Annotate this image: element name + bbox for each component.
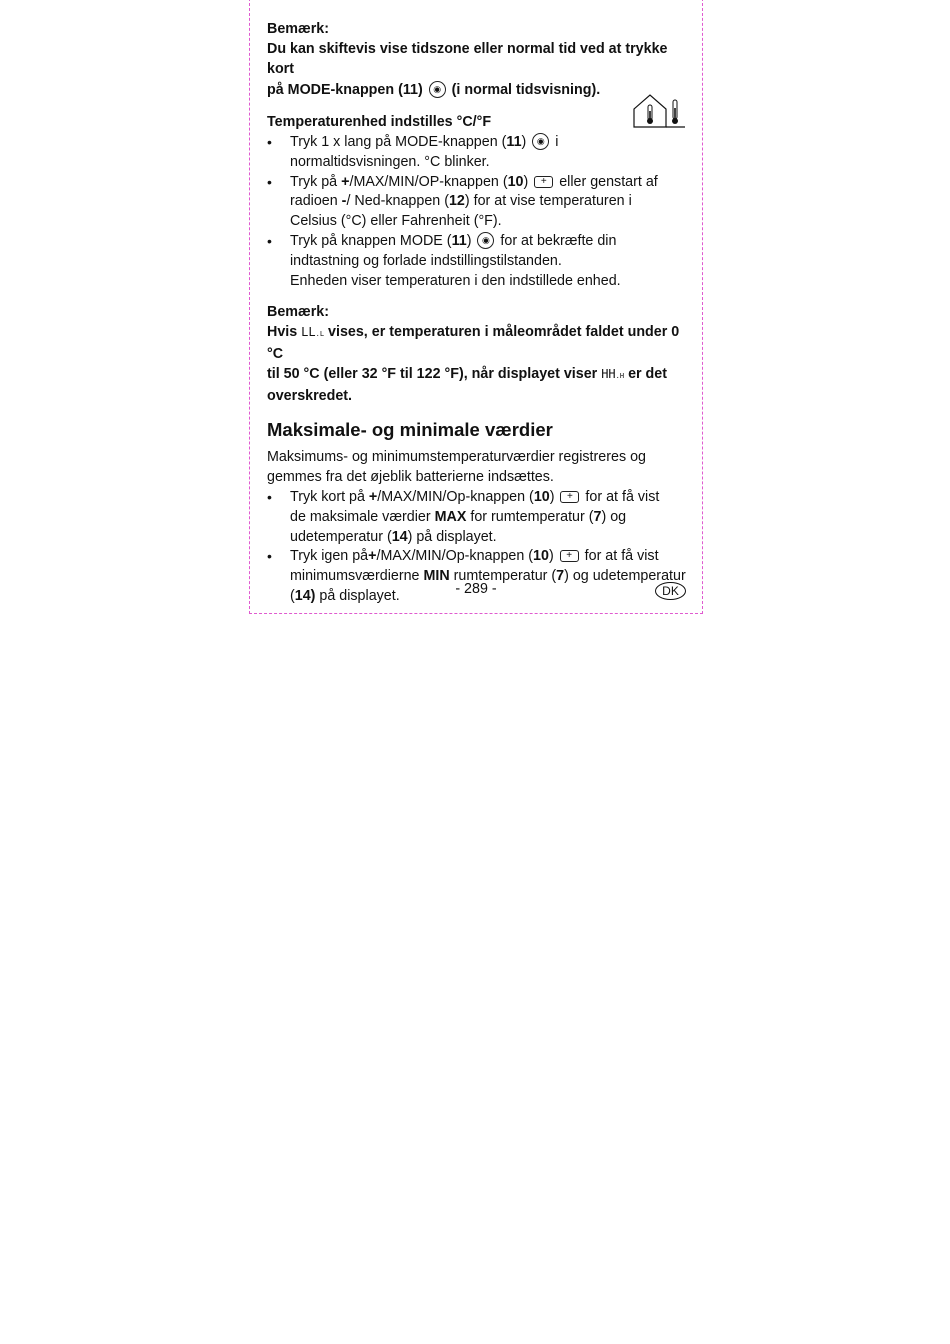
ref-number: 7 xyxy=(593,508,602,525)
text-span: ) og xyxy=(601,508,627,525)
text-span: ) på displayet. xyxy=(407,528,497,545)
text-span: ) xyxy=(549,488,559,505)
section-title: Temperaturenhed indstilles °C/°F xyxy=(267,114,492,131)
text-span: Tryk på knappen MODE ( xyxy=(290,232,452,249)
note-text xyxy=(267,323,687,406)
text-span: (i normal tidsvisning). xyxy=(447,82,601,99)
text-span: normaltidsvisningen. °C blinker. xyxy=(290,153,490,170)
text-span: Tryk kort på xyxy=(290,488,369,505)
list-item xyxy=(267,173,687,232)
text-span: Hvis xyxy=(267,324,302,341)
lcd-hh-symbol xyxy=(601,367,624,381)
ref-number: 11 xyxy=(451,232,467,249)
text-span: på displayet. xyxy=(315,587,400,604)
lcd-ll-symbol xyxy=(301,325,324,339)
manual-page xyxy=(249,0,703,614)
text-span: vises, er temperaturen i måleområdet faldet under 0 °C xyxy=(267,324,680,362)
max-min-section xyxy=(267,418,687,606)
text-span: rumtemperatur ( xyxy=(449,568,557,585)
ref-number: 10 xyxy=(533,548,549,565)
house-thermometer-icon xyxy=(633,93,687,129)
text-span: ) for at vise temperaturen i xyxy=(464,193,632,210)
list-item xyxy=(267,232,687,291)
text-span: /MAX/MIN/Op-knappen ( xyxy=(376,548,534,565)
list-item xyxy=(267,133,687,173)
text-span: for rumtemperatur ( xyxy=(466,508,594,525)
lcd-subtext: .H xyxy=(615,371,625,380)
max-label: MAX xyxy=(434,508,467,525)
text-span: for at få vist xyxy=(581,488,660,505)
temperature-unit-section xyxy=(267,113,687,291)
ref-number: 10 xyxy=(507,173,524,190)
note-text xyxy=(267,81,687,101)
mode-button-icon: ◉ xyxy=(429,81,446,98)
text-span: ) xyxy=(466,232,476,249)
plus-symbol: + xyxy=(341,173,350,190)
minus-symbol: - xyxy=(341,193,347,210)
text-span: de maksimale værdier xyxy=(290,508,435,525)
plus-symbol: + xyxy=(368,488,378,505)
text-span: udetemperatur ( xyxy=(290,528,392,545)
text-span: ) xyxy=(417,82,427,99)
min-label: MIN xyxy=(423,568,450,585)
note-2 xyxy=(267,303,687,406)
text-span: /MAX/MIN/OP-knappen ( xyxy=(349,173,508,190)
ref-number: 14) xyxy=(294,587,316,604)
text-span: minimumsværdierne xyxy=(290,568,424,585)
mode-button-icon: ◉ xyxy=(477,232,494,249)
text-span: radioen xyxy=(290,193,342,210)
page-content xyxy=(267,20,687,607)
text-span: indtastning og forlade indstillingstilstanden. xyxy=(290,252,562,269)
text-span: ) xyxy=(521,133,531,150)
text-span: er det xyxy=(624,365,667,382)
text-span: /MAX/MIN/Op-knappen ( xyxy=(377,488,534,505)
text-span: ) xyxy=(548,548,558,565)
note-title: Bemærk: xyxy=(267,21,329,37)
text-span: Tryk 1 x lang på MODE-knappen ( xyxy=(290,133,507,150)
text-span: ) xyxy=(523,173,533,190)
lcd-text: HH xyxy=(601,366,616,381)
section-heading: Maksimale- og minimale værdier xyxy=(267,419,553,441)
plus-button-icon: + xyxy=(560,550,579,562)
list-item xyxy=(267,488,687,547)
text-span: Tryk igen på xyxy=(290,548,369,565)
lcd-subtext: .L xyxy=(315,330,325,339)
ref-number: 14 xyxy=(391,528,408,545)
note-1 xyxy=(267,20,687,101)
list-item xyxy=(267,547,687,606)
text-span: Tryk på xyxy=(290,173,342,190)
text-span: overskredet. xyxy=(267,387,353,404)
ref-number: 12 xyxy=(448,193,465,210)
plus-button-icon: + xyxy=(560,491,579,503)
text-span: til 50 °C (eller 32 °F til 122 °F), når displayet viser xyxy=(267,365,602,382)
text-span: Celsius (°C) eller Fahrenheit (°F). xyxy=(290,213,502,230)
ref-number: 7 xyxy=(556,568,565,585)
instruction-list xyxy=(267,133,687,291)
country-badge: DK xyxy=(655,582,686,600)
text-span: i xyxy=(551,133,559,150)
text-span: eller genstart af xyxy=(555,173,658,190)
plus-button-icon: + xyxy=(534,176,553,188)
lcd-text: LL xyxy=(301,325,316,340)
text-span: Maksimums- og minimumstemperaturværdier registreres og xyxy=(267,449,646,466)
note-title: Bemærk: xyxy=(267,304,329,321)
page-number: - 289 - xyxy=(455,581,497,597)
text-span: på MODE-knappen ( xyxy=(267,82,403,99)
text-span: / Ned-knappen ( xyxy=(346,193,449,210)
text-span: for at få vist xyxy=(580,548,659,565)
note-text xyxy=(267,40,687,80)
ref-number: 11 xyxy=(506,133,522,150)
note-line: Du kan skiftevis vise tidszone eller normal tid ved at trykke kort xyxy=(267,40,668,77)
text-span: Enheden viser temperaturen i den indstillede enhed. xyxy=(290,272,621,289)
text-span: gemmes fra det øjeblik batterierne indsættes. xyxy=(267,469,554,486)
plus-symbol: + xyxy=(368,548,377,565)
mode-button-icon: ◉ xyxy=(532,133,549,150)
text-span: for at bekræfte din xyxy=(496,232,617,249)
text-span: ( xyxy=(290,587,295,604)
intro-text xyxy=(267,448,687,488)
ref-number: 11 xyxy=(402,82,418,99)
ref-number: 10 xyxy=(533,488,550,505)
text-span: ) og udetemperatur xyxy=(564,568,686,585)
